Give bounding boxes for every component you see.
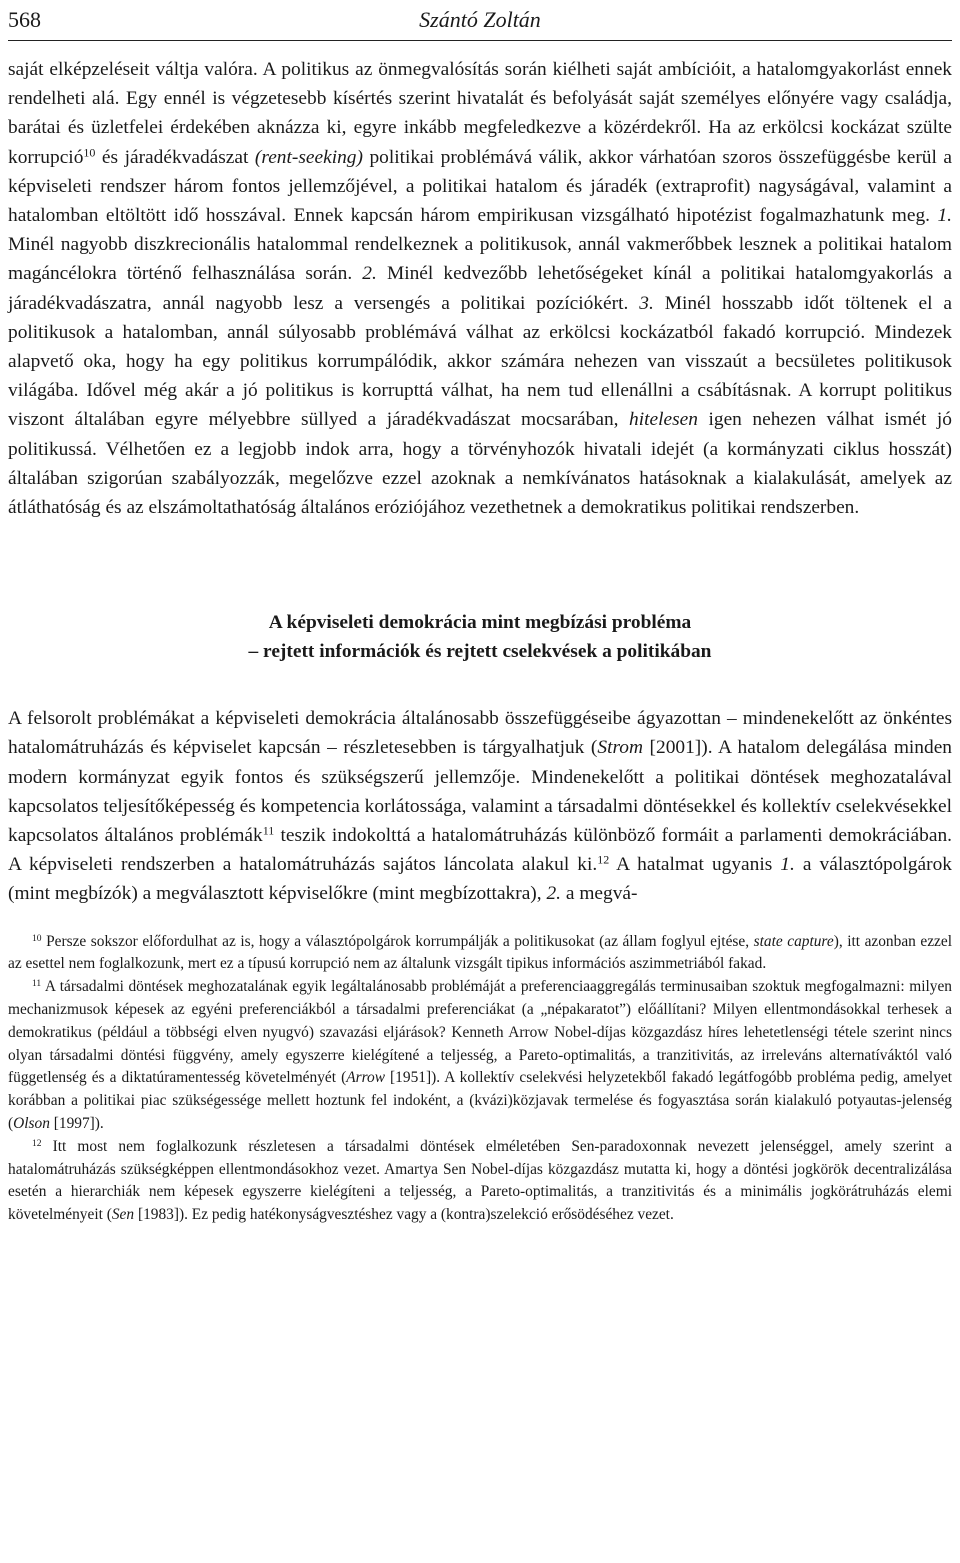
text-run: [1951]). A kollektív cselekvési helyzetekből fakadó legátfogóbb probléma pedig, amelyet korábban a politikai piac szükségessége mellett hoztunk fel indoként, a (kvázi)közjavak termelése és fogyasztása során kialakuló potyautas-jelenség (: [8, 1069, 952, 1133]
text-run: a választópolgárok (mint megbízók) a megválasztott képviselőkre (mint megbízottakra),: [8, 854, 952, 905]
hypothesis-number: 1.: [937, 205, 952, 227]
footnote-number: 10: [32, 932, 42, 944]
list-number: 2.: [546, 883, 562, 905]
page-number: 568: [8, 7, 41, 32]
text-run: a megvá-: [561, 883, 638, 905]
text-run: Persze sokszor előfordulhat az is, hogy a választópolgárok korrumpálják a politikusokat (az állam foglyul ejtése,: [41, 932, 754, 950]
footnote-10: [8, 931, 952, 977]
page-header: [8, 0, 952, 41]
text-run: igen nehezen válhat ismét jó politikussá. Vélhetően ez a legjobb indok arra, hogy a törvényhozók hivatali idejét (a kormányzati ciklus hosszát) általában szigorúan szabályozzák, megelőzve ezzel azoknak a nemkívánatos hatásoknak a kialakulását, amelyek az átláthatóság és az elszámoltathatóság általános eróziójához vezethetnek a demokratikus politikai rendszerben.: [8, 409, 952, 519]
list-number: 1.: [780, 854, 795, 876]
body-paragraph-2: [8, 704, 952, 908]
section-heading-line-1: A képviseleti demokrácia mint megbízási probléma: [268, 612, 692, 634]
section-heading-line-2: – rejtett információk és rejtett cselekvések a politikában: [248, 641, 712, 663]
hypothesis-number: 3.: [639, 292, 654, 314]
body-paragraph-1: [8, 55, 952, 522]
text-run: [2001]). A hatalom delegálása minden modern kormányzat egyik fontos és szükségszerű jellemzője. Mindenekelőtt a politikai döntések meghozatalával kapcsolatos teljesítőképesség és kompetencia korlátossága, valamint a társadalmi döntésekkel és kollektív cselekvésekkel kapcsolatos általános problémák: [8, 737, 952, 847]
citation-author: Olson: [13, 1115, 50, 1133]
running-head-author: Szántó Zoltán: [419, 7, 541, 32]
italic-term: (rent-seeking): [254, 146, 363, 168]
citation-author: Arrow: [346, 1069, 385, 1087]
italic-term: hitelesen: [629, 409, 698, 431]
book-page: [8, 0, 952, 1227]
text-run: [1983]). Ez pedig hatékonyságvesztéshez vagy a (kontra)szelekció erősödéséhez vezet.: [134, 1206, 674, 1224]
text-run: teszik indokolttá a hatalomátruházás különböző formáit a parlamenti demokráciában. A képviseleti rendszerben a hatalomátruházás sajátos láncolata alakul ki.: [8, 825, 952, 876]
footnote-11: [8, 976, 952, 1136]
footnote-12: [8, 1136, 952, 1227]
footnote-number: 11: [32, 978, 42, 990]
text-run: ), itt azonban ezzel az esettel nem foglalkozunk, mert ez a típusú korrupció nem az általunk vizsgált tipikus információs aszimmetriából fakad.: [8, 932, 952, 973]
footnotes: [8, 931, 952, 1227]
paragraph: [8, 55, 952, 522]
text-run: Itt most nem foglalkozunk részletesen a társadalmi döntések elméletében Sen-paradoxonnak nevezett jelenséggel, amely szerint a hatalomátruházás szükségképpen ellentmondásokhoz vezet. Amartya Sen Nobel-díjas közgazdász mutatta ki, hogy a döntési jogkörök decentralizálása esetén a hierarchiák nem képesek egyszerre kielégíteni a teljesség, a Pareto-optimalitás, a tranzitivitás és a minimális jogkörátruházás elemi követelményeit (: [8, 1137, 952, 1224]
citation-author: Sen: [111, 1206, 135, 1224]
footnote-number: 12: [32, 1137, 42, 1149]
italic-term: state capture: [753, 932, 834, 950]
paragraph: [8, 704, 952, 908]
text-run: A társadalmi döntések meghozatalának egyik legáltalánosabb problémáját a preferenciaaggregálás terminusaiban szoktuk megfogalmazni: milyen mechanizmusok képesek az egyéni preferenciákból a társadalmi preferenciákat (a „népakaratot”) előállítani? Milyen ellentmondásokkal terhesek a demokratikus (például a többségi elven nyugvó) szavazási eljárások? Kenneth Arrow Nobel-díjas közgazdász híres lehetetlenségi tétele szerint nincs olyan társadalmi döntési függvény, amely egyszerre kielégítené a teljesség, a Pareto-optimalitás, a tranzitivitás, az irreleváns alternatíváktól való függetlenség és a diktatúramentesség követelményét (: [8, 978, 952, 1087]
text-run: Minél nagyobb diszkrecionális hatalommal rendelkeznek a politikusok, annál vakmerőbbek lesznek a politikai hatalom magáncélokra történő felhasználása során.: [8, 234, 952, 285]
text-run: [1997]).: [49, 1115, 104, 1133]
hypothesis-number: 2.: [362, 263, 377, 285]
footnote-ref-12: 12: [597, 852, 610, 867]
footnote-ref-10: 10: [83, 145, 96, 159]
citation-author: Strom: [597, 737, 643, 759]
footnote-ref-11: 11: [262, 823, 275, 838]
text-run: A felsorolt problémákat a képviseleti demokrácia általánosabb összefüggéseibe ágyazottan – mindenekelőtt az önkéntes hatalomátruházás és képviselet kapcsán – részletesebben is tárgyalhatjuk (: [8, 708, 952, 759]
text-run: politikai problémává válik, akkor várhatóan szoros összefüggésbe kerül a képviseleti rendszer három fontos jellemzőjével, a politikai hatalom és járadék (extraprofit) nagyságával, valamint a hatalomban eltöltött idő hosszával. Ennek kapcsán három empirikusan vizsgálható hipotézist fogalmazhatunk meg.: [8, 146, 952, 227]
text-run: Minél hosszabb időt töltenek el a politikusok a hatalomban, annál súlyosabb problémává válhat az erkölcsi kockázatból fakadó korrupció. Mindezek alapvető oka, hogy ha egy politikus korrumpálódik, akkor számára nehezen van visszaút a becsületes politikusok világába. Idővel még akár a jó politikus is korrupttá válhat, ha nem tud ellenállni a csábításnak. A korrupt politikus viszont általában egyre mélyebbre süllyed a járadékvadászat mocsarában,: [8, 292, 952, 431]
text-run: saját elképzeléseit váltja valóra. A politikus az önmegvalósítás során kiélheti saját ambícióit, a hatalomgyakorlást ennek rendelheti alá. Egy ennél is végzetesebb kísértés szerint hivatalát és befolyását saját személyes előnyére vagy családja, barátai és üzletfelei érdekében aknázza ki, egyre inkább megfeledkezve a közérdekről. Ha az erkölcsi kockázat szülte korrupció: [8, 59, 952, 168]
text-run: A hatalmat ugyanis: [609, 854, 781, 876]
text-run: Minél kedvezőbb lehetőségeket kínál a politikai hatalomgyakorlás a járadékvadászatra, annál nagyobb lesz a versengés a politikai pozíciókért.: [8, 263, 952, 314]
section-heading: [8, 608, 952, 666]
text-run: és járadékvadászat: [95, 146, 255, 168]
